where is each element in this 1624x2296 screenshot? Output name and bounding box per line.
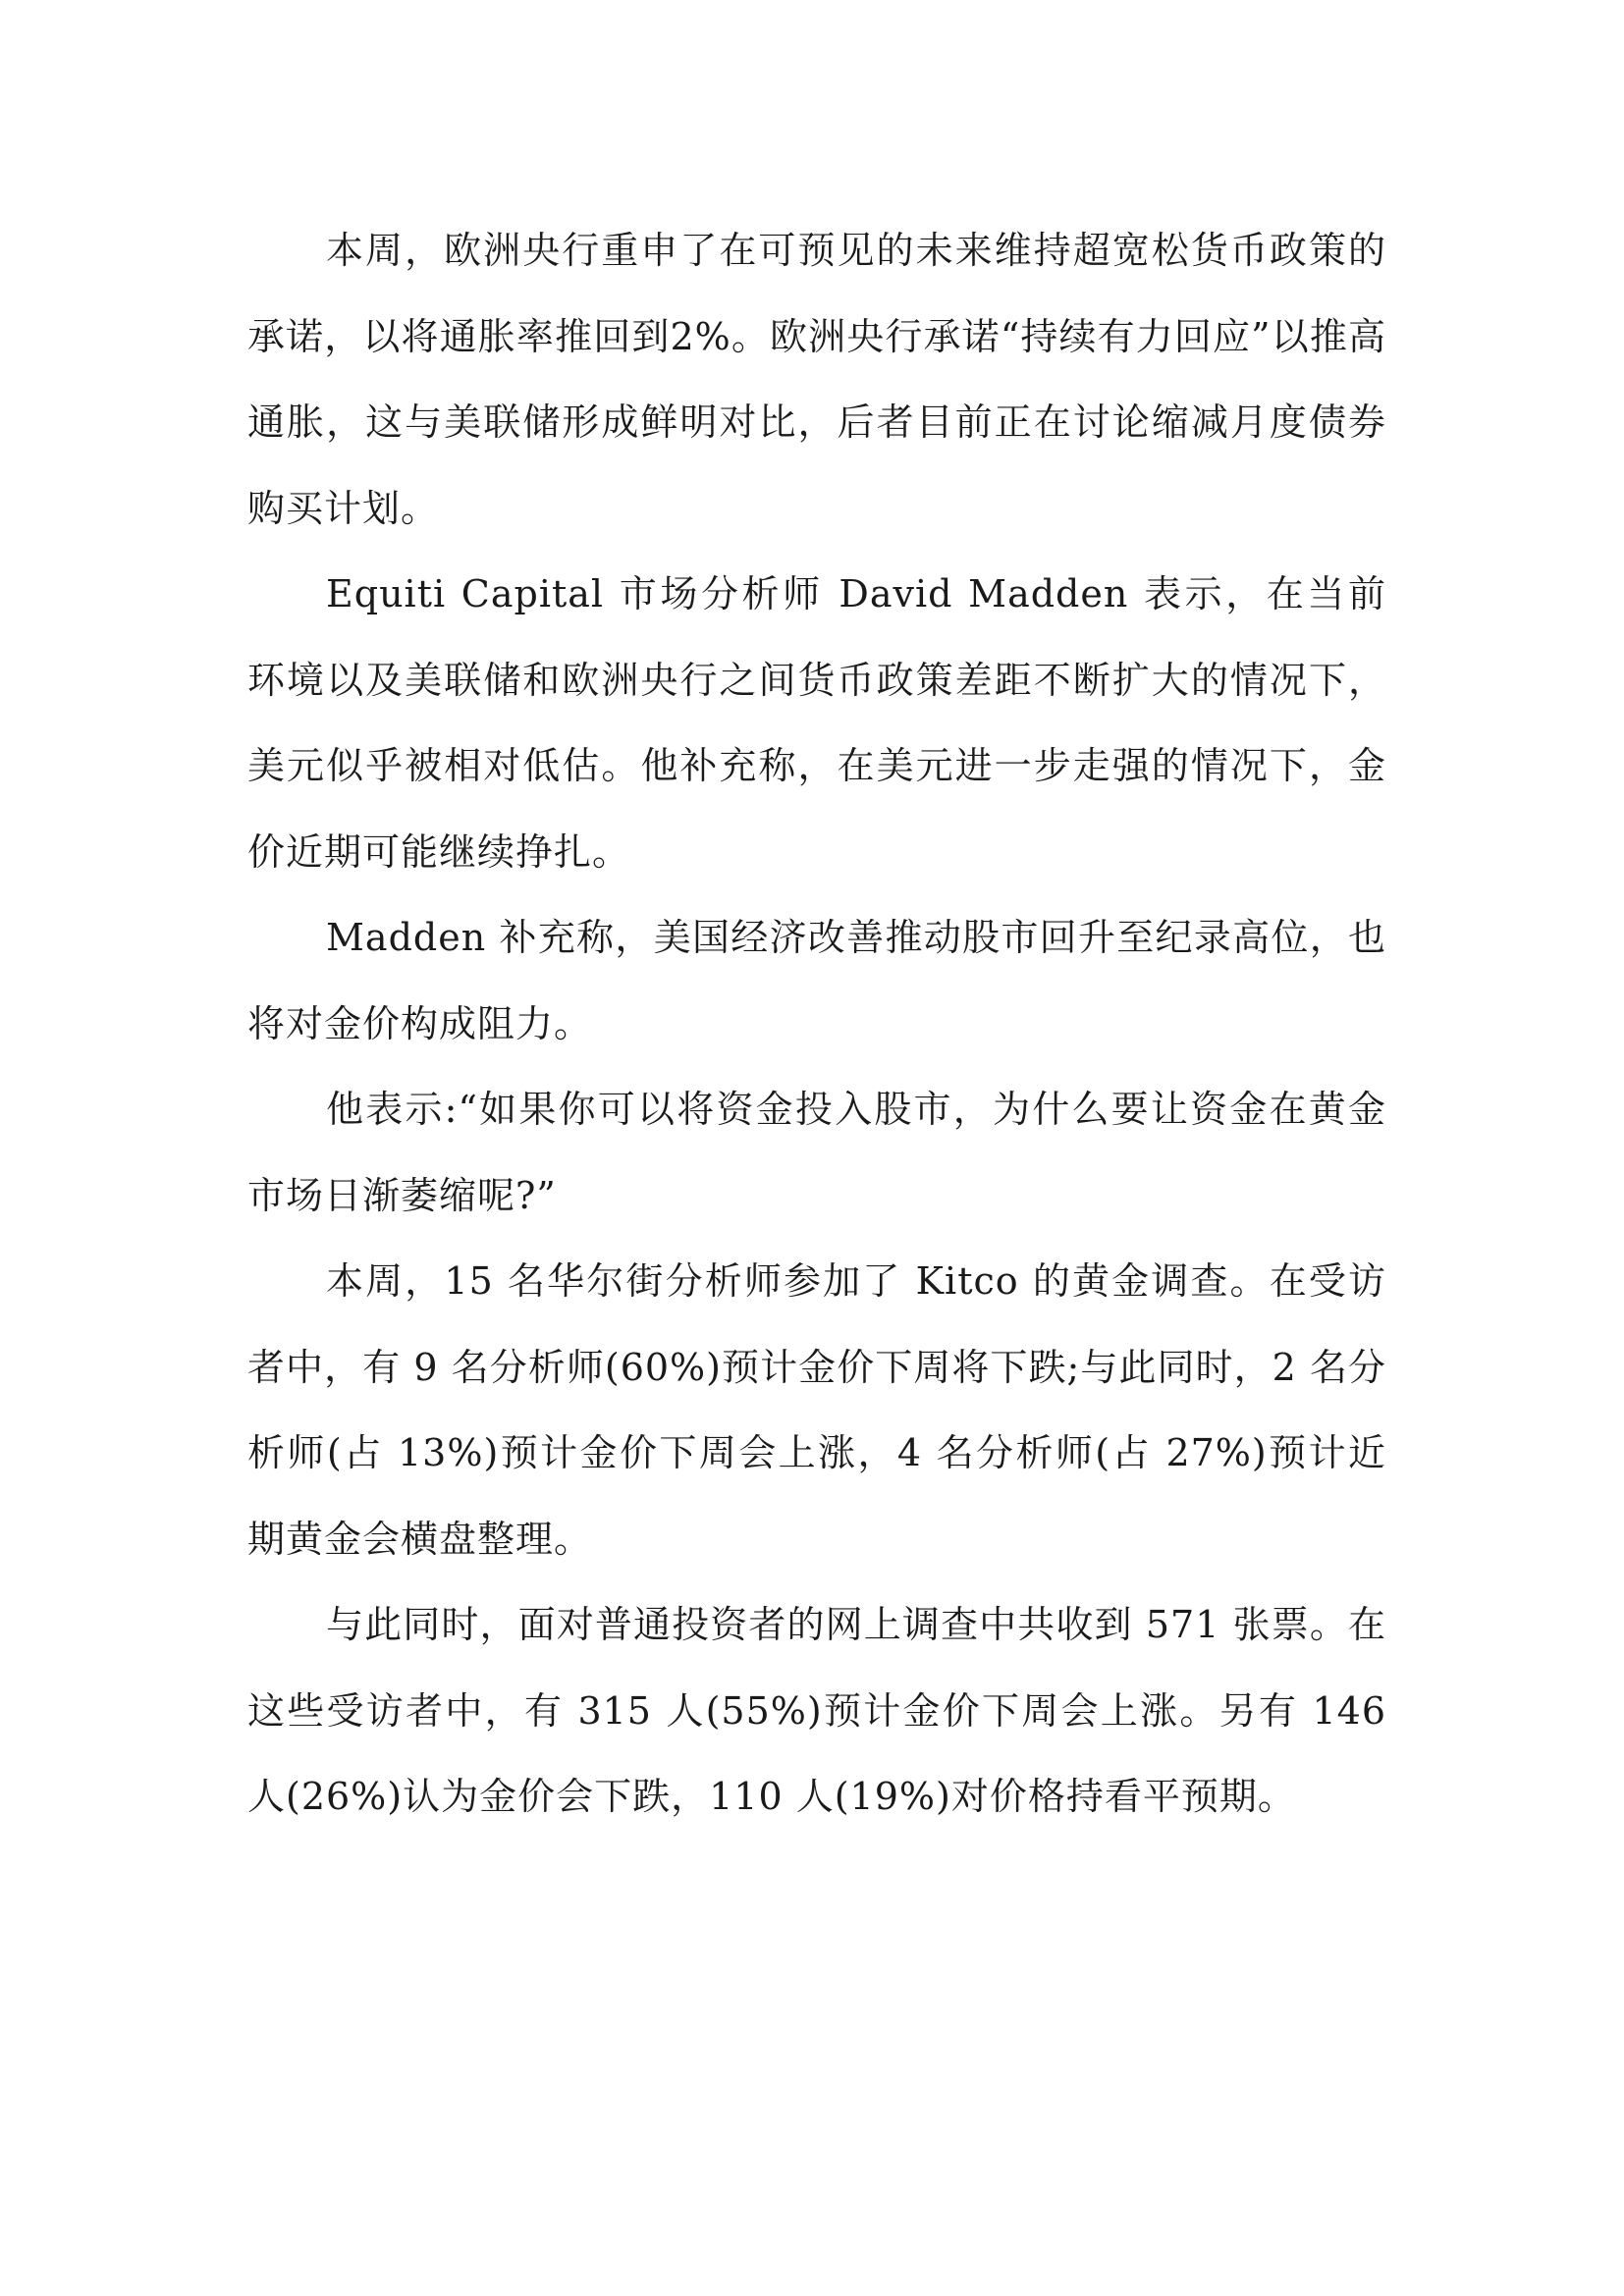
article-body (247, 208, 1386, 1841)
paragraph-online-survey: 与此同时，面对普通投资者的网上调查中共收到 571 张票。在这些受访者中，有 315 人(55%)预计金价下周会上涨。另有 146 人(26%)认为金价会下跌，110 人(19%)对价格持看平预期。 (247, 1603, 1386, 1818)
paragraph-madden-dollar: Equiti Capital 市场分析师 David Madden 表示，在当前环境以及美联储和欧洲央行之间货币政策差距不断扩大的情况下，美元似乎被相对低估。他补充称，在美元进一步走强的情况下，金价近期可能继续挣扎。 (247, 572, 1386, 874)
paragraph-ecb-policy: 本周，欧洲央行重申了在可预见的未来维持超宽松货币政策的承诺，以将通胀率推回到2%。欧洲央行承诺“持续有力回应”以推高通胀，这与美联储形成鲜明对比，后者目前正在讨论缩减月度债券购买计划。 (247, 229, 1386, 530)
paragraph-quote: 他表示:“如果你可以将资金投入股市，为什么要让资金在黄金市场日渐萎缩呢?” (247, 1088, 1386, 1217)
paragraph-wall-street-survey: 本周，15 名华尔街分析师参加了 Kitco 的黄金调查。在受访者中，有 9 名分析师(60%)预计金价下周将下跌;与此同时，2 名分析师(占 13%)预计金价下周会上涨，4 名分析师(占 27%)预计近期黄金会横盘整理。 (247, 1259, 1386, 1561)
paragraph-stock-market: Madden 补充称，美国经济改善推动股市回升至纪录高位，也将对金价构成阻力。 (247, 916, 1386, 1045)
